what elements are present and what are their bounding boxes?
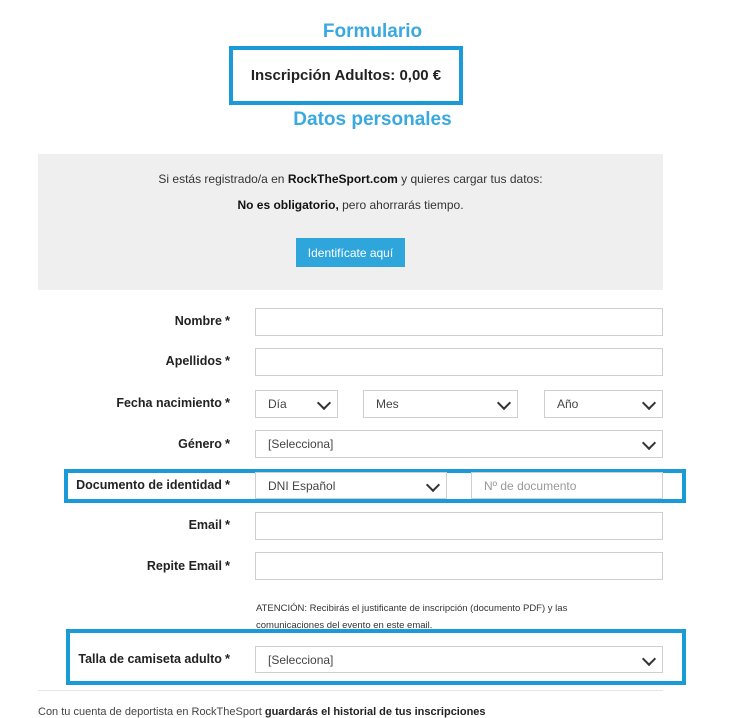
repite-email-label [0, 558, 230, 573]
fecha-label [0, 395, 230, 410]
fecha-label-text: Fecha nacimiento [116, 396, 222, 410]
apellidos-label-text: Apellidos [165, 354, 222, 368]
shirt-size-select[interactable] [255, 646, 663, 673]
document-type-value: DNI Español [268, 478, 336, 493]
footer-text [38, 706, 738, 718]
required-star: * [224, 313, 230, 328]
nombre-label [0, 313, 230, 328]
footer-prefix: Con tu cuenta de deportista en RockTheSport [38, 706, 265, 718]
chevron-down-icon [638, 431, 662, 455]
document-number-input[interactable]: Nº de documento [471, 472, 663, 499]
login-info-line [38, 172, 663, 186]
form-title: Formulario [322, 21, 423, 42]
genero-select-value: [Selecciona] [268, 437, 334, 451]
repite-email-input[interactable] [255, 552, 663, 580]
month-select[interactable] [363, 390, 518, 418]
login-optional-line [38, 198, 663, 212]
required-star: * [224, 517, 230, 532]
repite-email-label-text: Repite Email [146, 559, 222, 573]
chevron-down-icon [313, 391, 337, 415]
footer-bold: guardarás el historial de tus inscripciones [264, 706, 486, 718]
day-select-value: Día [268, 397, 287, 411]
required-star: * [224, 395, 230, 410]
required-star: * [224, 651, 230, 666]
email-input[interactable] [255, 512, 663, 540]
nombre-label-text: Nombre [174, 314, 222, 328]
documento-label [0, 477, 230, 492]
talla-label [0, 651, 230, 666]
year-select-value: Año [557, 397, 579, 411]
chevron-down-icon [638, 391, 662, 415]
shirt-size-value: [Selecciona] [268, 652, 334, 667]
apellidos-input[interactable] [255, 348, 663, 376]
price-highlight-box [229, 46, 463, 105]
year-select[interactable] [544, 390, 663, 418]
login-button[interactable]: Identifícate aquí [296, 238, 405, 267]
login-info-suffix: y quieres cargar tus datos: [397, 172, 543, 186]
nombre-input[interactable] [255, 308, 663, 336]
chevron-down-icon [493, 391, 517, 415]
login-info-prefix: Si estás registrado/a en [158, 172, 288, 186]
day-select[interactable] [255, 390, 338, 418]
document-type-select[interactable] [255, 472, 447, 499]
email-label-text: Email [188, 518, 222, 532]
month-select-value: Mes [376, 397, 399, 411]
login-panel [38, 154, 663, 290]
attention-note: ATENCIÓN: Recibirás el justificante de inscripción (documento PDF) y las comunicaciones del evento en este email. [256, 603, 568, 631]
apellidos-label [0, 353, 230, 368]
brand-name: RockTheSport.com [287, 172, 398, 186]
genero-label [0, 436, 230, 451]
required-star: * [224, 436, 230, 451]
registration-price: Inscripción Adultos: 0,00 € [250, 67, 442, 84]
optional-rest: pero ahorrarás tiempo. [338, 198, 464, 212]
talla-label-text: Talla de camiseta adulto [78, 652, 222, 666]
section-divider [38, 690, 663, 691]
documento-label-text: Documento de identidad [76, 478, 222, 492]
chevron-down-icon [422, 473, 446, 497]
genero-label-text: Género [178, 437, 222, 451]
section-title: Datos personales [293, 109, 452, 130]
required-star: * [224, 353, 230, 368]
required-star: * [224, 558, 230, 573]
optional-notice: No es obligatorio, [237, 198, 339, 212]
chevron-down-icon [638, 647, 662, 671]
required-star: * [224, 477, 230, 492]
email-label [0, 517, 230, 532]
genero-select[interactable] [255, 430, 663, 458]
